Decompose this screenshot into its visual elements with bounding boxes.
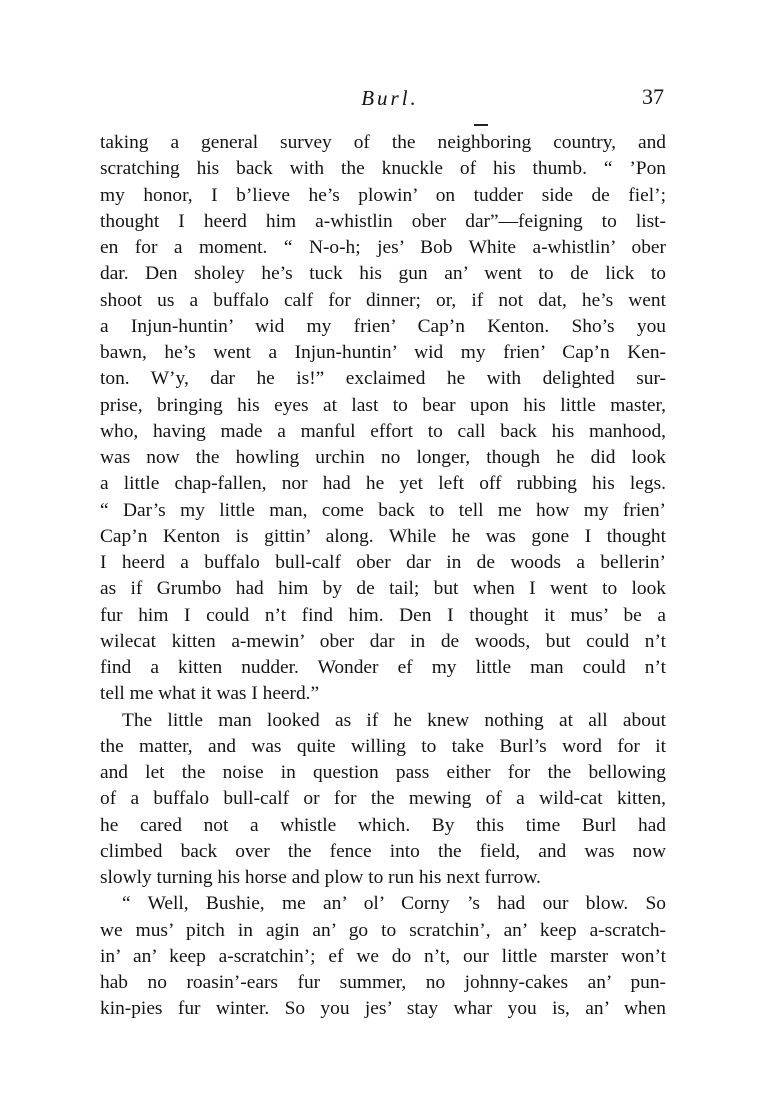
text-line: bawn, he’s went a Injun-huntin’ wid my frien’ Cap’n Ken-: [100, 342, 666, 363]
text-line: I heerd a buffalo bull-calf ober dar in de woods a bellerin’: [100, 552, 666, 573]
text-line: my honor, I b’lieve he’s plowin’ on tudder side de fiel’;: [100, 184, 666, 206]
text-line: of a buffalo bull-calf or for the mewing of a wild-cat kitten,: [100, 788, 666, 810]
text-line: ton. W’y, dar he is!” exclaimed he with delighted sur-: [100, 368, 666, 390]
text-line: and let the noise in question pass either for the bellowing: [100, 762, 666, 783]
text-line: slowly turning his horse and plow to run his next furrow.: [100, 867, 541, 888]
text-line: climbed back over the fence into the field, and was now: [100, 840, 666, 862]
text-line: who, having made a manful effort to call back his manhood,: [100, 420, 666, 442]
running-title: Burl.: [361, 86, 419, 110]
text-line: scratching his back with the knuckle of his thumb. “ ’Pon: [100, 158, 666, 180]
text-line: the matter, and was quite willing to take Burl’s word for it: [100, 735, 666, 757]
text-line: hab no roasin’-ears fur summer, no johnny-cakes an’ pun-: [100, 972, 666, 993]
text-line: kin-pies fur winter. So you jes’ stay whar you is, an’ when: [100, 998, 666, 1020]
text-line: dar. Den sholey he’s tuck his gun an’ went to de lick to: [100, 263, 666, 285]
text-line: prise, bringing his eyes at last to bear upon his little master,: [100, 394, 666, 416]
text-line: shoot us a buffalo calf for dinner; or, if not dat, he’s went: [100, 289, 666, 311]
text-line: Cap’n Kenton is gittin’ along. While he was gone I thought: [100, 525, 666, 547]
body-text: [100, 130, 666, 1023]
text-line: wilecat kitten a-mewin’ ober dar in de woods, but could n’t: [100, 630, 666, 652]
text-line: a little chap-fallen, nor had he yet left off rubbing his legs.: [100, 473, 666, 495]
title-rule: [474, 124, 488, 126]
text-line: a Injun-huntin’ wid my frien’ Cap’n Kenton. Sho’s you: [100, 315, 666, 337]
page-number: 37: [642, 84, 664, 109]
text-line: The little man looked as if he knew nothing at all about: [122, 709, 666, 731]
text-line: “ Dar’s my little man, come back to tell me how my frien’: [100, 499, 666, 521]
text-line: fur him I could n’t find him. Den I thought it mus’ be a: [100, 604, 666, 626]
text-line: in’ an’ keep a-scratchin’; ef we do n’t, our little marster won’t: [100, 945, 666, 967]
text-line: find a kitten nudder. Wonder ef my little man could n’t: [100, 657, 666, 678]
running-head: [100, 84, 666, 118]
text-line: “ Well, Bushie, me an’ ol’ Corny ’s had our blow. So: [122, 893, 666, 915]
text-line: thought I heerd him a-whistlin ober dar”—feigning to list-: [100, 210, 666, 232]
text-line: en for a moment. “ N-o-h; jes’ Bob White a-whistlin’ ober: [100, 237, 666, 258]
text-line: was now the howling urchin no longer, though he did look: [100, 447, 666, 468]
text-line: tell me what it was I heerd.”: [100, 683, 320, 705]
text-line: taking a general survey of the neighboring country, and: [100, 132, 666, 153]
text-line: as if Grumbo had him by de tail; but when I went to look: [100, 578, 666, 600]
text-line: we mus’ pitch in agin an’ go to scratchin’, an’ keep a-scratch-: [100, 919, 666, 941]
text-line: he cared not a whistle which. By this time Burl had: [100, 814, 666, 836]
